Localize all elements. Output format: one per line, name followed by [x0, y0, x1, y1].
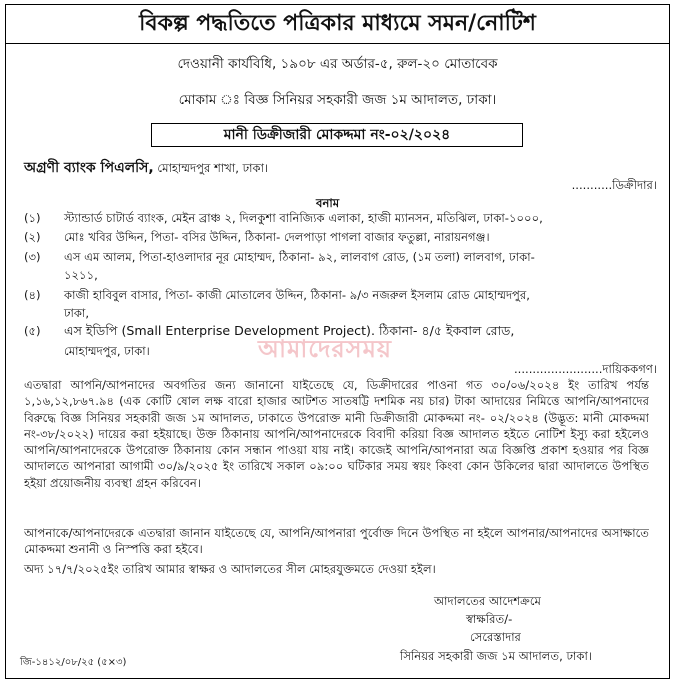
defendant-line: এস এম আলম, পিতা-হাওলাদার নূর মোহাম্মদ, ঠিকানা- ৯২, লালবাগ রোড, (১ম তলা) লালবাগ, ঢাকা- — [64, 250, 535, 264]
case-number: মানী ডিক্রীজারী মোকদ্দমা নং-০২/২০২৪ — [151, 123, 523, 147]
signature-line-2: স্বাক্ষরিত/- — [466, 612, 513, 626]
defendant-line: স্ট্যান্ডার্ড চাটার্ড ব্যাংক, মেইন ব্রাঞ্চ ২, দিলকুশা বানিজ্যিক এলাকা, হাজী ম্যানসন, মতিঝিল, ঢাকা-১০০০, — [64, 211, 543, 225]
notice-frame — [5, 4, 670, 679]
defendant-line: এস ইডিপি (Small Enterprise Development Project). ঠিকানা- ৪/৫ ইকবাল রোড, — [64, 323, 515, 338]
defendant-role: ........................দায়িককগণ। — [513, 362, 657, 376]
versus-label: বনাম — [316, 196, 340, 210]
defendant-line: কাজী হাবিবুল বাসার, পিতা- কাজী মোতালেব উদ্দিন, ঠিকানা- ৯/৩ নজরুল ইসলাম রোড মোহাম্মদপুর, — [64, 288, 530, 302]
footer-code: জি-১৪১২/০৮/২৫ (৫×৩) — [20, 657, 127, 668]
subtitle-line-1: দেওয়ানী কার্যবিধি, ১৯০৮ এর অর্ডার-৫, রুল-২০ মোতাবেক — [177, 56, 498, 72]
defendant-line: ঢাকা, — [64, 306, 90, 320]
defendant-number: (৫) — [24, 324, 41, 338]
defendant-number: (২) — [24, 230, 41, 244]
defendant-line: মোঃ খবির উদ্দিন, পিতা- বসির উদ্দিন, ঠিকানা- দেলপাড়া পাগলা বাজার ফতুল্লা, নারায়নগঞ্জ। — [64, 230, 490, 244]
defendant-number: (১) — [24, 211, 41, 225]
newspaper-watermark: আমাদেরসময় — [258, 335, 393, 363]
defendant-line: মোহাম্মদপুর, ঢাকা। — [64, 344, 150, 358]
signature-line-1: আদালতের আদেশক্রমে — [434, 594, 541, 608]
defendant-number: (৩) — [24, 250, 41, 264]
plaintiff-name: অগ্রণী ব্যাংক পিএলসি, — [24, 160, 154, 176]
notice-title: বিকল্প পদ্ধতিতে পত্রিকার মাধ্যমে সমন/নোটিশ — [6, 5, 669, 44]
body-paragraph-2: আপনাকে/আপনাদেরকে এতদ্বারা জানান যাইতেছে যে, আপনি/আপনারা পুর্বোক্ত দিনে উপস্থিত না হইলে আপনার/আপনাদের অসাক্ষাতে মোকদ্দমা শুনানী ও নিস্পত্তি করা হইবে। — [24, 526, 649, 557]
defendant-number: (৪) — [24, 288, 41, 302]
plaintiff-branch: মোহাম্মদপুর শাখা, ঢাকা। — [157, 161, 269, 175]
plaintiff-role: ...........ডিক্রীদার। — [571, 178, 657, 192]
signature-line-3: সেরেস্তাদার — [470, 630, 521, 644]
body-paragraph-1: এতদ্বারা আপনি/আপনাদের অবগতির জন্য জানানো যাইতেছে যে, ডিক্রীদারের পাওনা গত ৩০/০৬/২০২৪ ইং তারিখ পর্যন্ত ১,১৬,১২,৮৬৭.৯৪ (এক কোটি ষোল লক্ষ বারো হাজার আটশত সাতষট্টি দশমিক নয় চার) টাকা আদায়ের নিমিত্তে আপনি/আপনাদের বিরুদ্ধে বিজ্ঞ সিনিয়র সহকারী জজ ১ম আদালত, ঢাকাতে উপরোক্ত মানী ডিক্রীজারী মোকদ্দমা নং- ০২/২০২৪ (উদ্ভূত: মানী মোকদ্দমা নং-৩৮/২০২২) দায়ের করা হইয়াছে। উক্ত ঠিকানায় আপনি/আপনাদেরকে বিবাদী করিয়া বিজ্ঞ আদালত হইতে নোটিশ ইস্যু করা হইলেও আপনি/আপনাদেরকে উপরোক্ত ঠিকানায় কোন সন্ধান পাওয়া যায় নাই। কাজেই আপনি/আপনারা অত্র বিজ্ঞপ্তি প্রকাশ হওয়ার পর বিজ্ঞ আদালতে আপনারা আগামী ৩০/৯/২০২৫ ইং তারিখে সকাল ০৯:০০ ঘটিকার সময় স্বয়ং কিংবা কোন উকিলের দ্বারা আদালতে উপস্থিত হইয়া প্রয়োজনীয় ব্যবস্থা গ্রহন করিবেন। — [24, 378, 649, 490]
subtitle-line-2: মোকাম ঃ বিজ্ঞ সিনিয়র সহকারী জজ ১ম আদালত, ঢাকা। — [178, 92, 497, 108]
body-paragraph-3: অদ্য ১৭/৭/২০২৫ইং তারিখ আমার স্বাক্ষর ও আদালতের সীল মোহরযুক্তমতে দেওয়া হইল। — [24, 562, 436, 576]
plaintiff — [24, 156, 268, 180]
defendant-line: ১২১১, — [64, 268, 98, 282]
signature-line-4: সিনিয়র সহকারী জজ ১ম আদালত, ঢাকা। — [400, 649, 593, 663]
